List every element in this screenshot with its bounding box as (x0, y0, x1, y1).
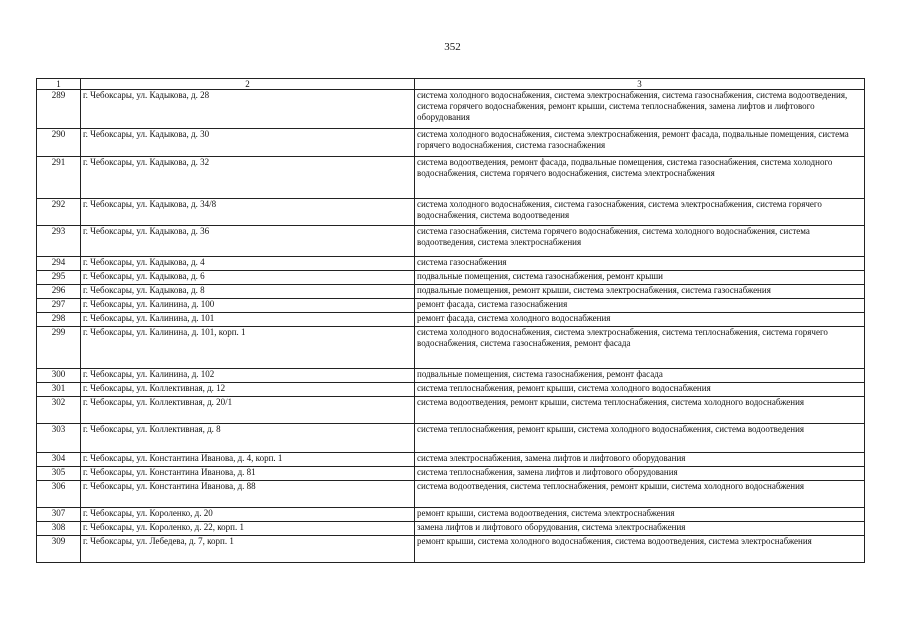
row-address: г. Чебоксары, ул. Кадыкова, д. 36 (81, 226, 415, 257)
table-row (37, 467, 865, 481)
row-number: 304 (37, 453, 81, 467)
page-number: 352 (444, 41, 461, 53)
row-number: 293 (37, 226, 81, 257)
row-works: система газоснабжения, система горячего водоснабжения, система холодного водоснабжения, система водоотведения, система электроснабжения (415, 226, 865, 257)
table-row (37, 257, 865, 271)
row-number: 300 (37, 369, 81, 383)
row-works: система холодного водоснабжения, система электроснабжения, система теплоснабжения, система горячего водоснабжения, система газоснабжения, ремонт фасада (415, 327, 865, 369)
row-works: система теплоснабжения, ремонт крыши, система холодного водоснабжения, система водоотведения (415, 424, 865, 453)
table-row (37, 508, 865, 522)
row-number: 294 (37, 257, 81, 271)
row-works: ремонт крыши, система водоотведения, система электроснабжения (415, 508, 865, 522)
table-row (37, 453, 865, 467)
row-number: 301 (37, 383, 81, 397)
table-row (37, 285, 865, 299)
row-address: г. Чебоксары, ул. Коллективная, д. 20/1 (81, 397, 415, 424)
row-works: система холодного водоснабжения, система электроснабжения, ремонт фасада, подвальные помещения, система горячего водоснабжения, система газоснабжения (415, 129, 865, 157)
row-works: система теплоснабжения, замена лифтов и лифтового оборудования (415, 467, 865, 481)
row-number: 290 (37, 129, 81, 157)
row-works: замена лифтов и лифтового оборудования, система электроснабжения (415, 522, 865, 536)
table-row (37, 383, 865, 397)
row-address: г. Чебоксары, ул. Коллективная, д. 12 (81, 383, 415, 397)
row-works: подвальные помещения, ремонт крыши, система электроснабжения, система газоснабжения (415, 285, 865, 299)
row-works: система холодного водоснабжения, система газоснабжения, система электроснабжения, система горячего водоснабжения, система водоотведения (415, 199, 865, 226)
row-address: г. Чебоксары, ул. Кадыкова, д. 6 (81, 271, 415, 285)
row-address: г. Чебоксары, ул. Калинина, д. 100 (81, 299, 415, 313)
row-address: г. Чебоксары, ул. Кадыкова, д. 32 (81, 157, 415, 199)
row-works: ремонт фасада, система холодного водоснабжения (415, 313, 865, 327)
row-address: г. Чебоксары, ул. Калинина, д. 102 (81, 369, 415, 383)
row-works: система водоотведения, ремонт крыши, система теплоснабжения, система холодного водоснабжения (415, 397, 865, 424)
row-number: 295 (37, 271, 81, 285)
row-number: 297 (37, 299, 81, 313)
table-row (37, 199, 865, 226)
row-address: г. Чебоксары, ул. Кадыкова, д. 30 (81, 129, 415, 157)
table-row (37, 299, 865, 313)
row-address: г. Чебоксары, ул. Короленко, д. 20 (81, 508, 415, 522)
row-address: г. Чебоксары, ул. Константина Иванова, д. 88 (81, 481, 415, 508)
row-number: 291 (37, 157, 81, 199)
column-number: 2 (81, 79, 415, 90)
table-row (37, 157, 865, 199)
address-works-table (36, 78, 865, 563)
table-row (37, 271, 865, 285)
row-works: ремонт крыши, система холодного водоснабжения, система водоотведения, система электроснабжения (415, 536, 865, 563)
row-address: г. Чебоксары, ул. Калинина, д. 101, корп. 1 (81, 327, 415, 369)
row-address: г. Чебоксары, ул. Кадыкова, д. 28 (81, 90, 415, 129)
table-row (37, 481, 865, 508)
row-works: система холодного водоснабжения, система электроснабжения, система газоснабжения, система водоотведения, система горячего водоснабжения, ремонт крыши, система теплоснабжения, замена лифтов и лифтового оборудования (415, 90, 865, 129)
row-number: 305 (37, 467, 81, 481)
column-number: 3 (415, 79, 865, 90)
row-works: система газоснабжения (415, 257, 865, 271)
table-row (37, 226, 865, 257)
column-number: 1 (37, 79, 81, 90)
row-number: 289 (37, 90, 81, 129)
table-row (37, 522, 865, 536)
row-works: подвальные помещения, система газоснабжения, ремонт крыши (415, 271, 865, 285)
row-number: 308 (37, 522, 81, 536)
row-number: 307 (37, 508, 81, 522)
table-row (37, 129, 865, 157)
table-row (37, 90, 865, 129)
row-works: система электроснабжения, замена лифтов и лифтового оборудования (415, 453, 865, 467)
table-row (37, 397, 865, 424)
table-row (37, 424, 865, 453)
row-number: 292 (37, 199, 81, 226)
column-number-row (37, 79, 865, 90)
row-works: подвальные помещения, система газоснабжения, ремонт фасада (415, 369, 865, 383)
row-address: г. Чебоксары, ул. Константина Иванова, д. 81 (81, 467, 415, 481)
row-works: система теплоснабжения, ремонт крыши, система холодного водоснабжения (415, 383, 865, 397)
row-address: г. Чебоксары, ул. Коллективная, д. 8 (81, 424, 415, 453)
row-number: 306 (37, 481, 81, 508)
table-row (37, 313, 865, 327)
row-number: 299 (37, 327, 81, 369)
row-number: 296 (37, 285, 81, 299)
row-address: г. Чебоксары, ул. Кадыкова, д. 8 (81, 285, 415, 299)
row-works: система водоотведения, ремонт фасада, подвальные помещения, система газоснабжения, система холодного водоснабжения, система горячего водоснабжения, система электроснабжения (415, 157, 865, 199)
table-row (37, 327, 865, 369)
row-works: система водоотведения, система теплоснабжения, ремонт крыши, система холодного водоснабжения (415, 481, 865, 508)
row-address: г. Чебоксары, ул. Кадыкова, д. 4 (81, 257, 415, 271)
row-address: г. Чебоксары, ул. Короленко, д. 22, корп. 1 (81, 522, 415, 536)
row-number: 303 (37, 424, 81, 453)
row-address: г. Чебоксары, ул. Константина Иванова, д. 4, корп. 1 (81, 453, 415, 467)
row-number: 302 (37, 397, 81, 424)
row-address: г. Чебоксары, ул. Калинина, д. 101 (81, 313, 415, 327)
row-address: г. Чебоксары, ул. Кадыкова, д. 34/8 (81, 199, 415, 226)
row-works: ремонт фасада, система газоснабжения (415, 299, 865, 313)
table-row (37, 369, 865, 383)
row-number: 298 (37, 313, 81, 327)
row-address: г. Чебоксары, ул. Лебедева, д. 7, корп. 1 (81, 536, 415, 563)
table-row (37, 536, 865, 563)
row-number: 309 (37, 536, 81, 563)
